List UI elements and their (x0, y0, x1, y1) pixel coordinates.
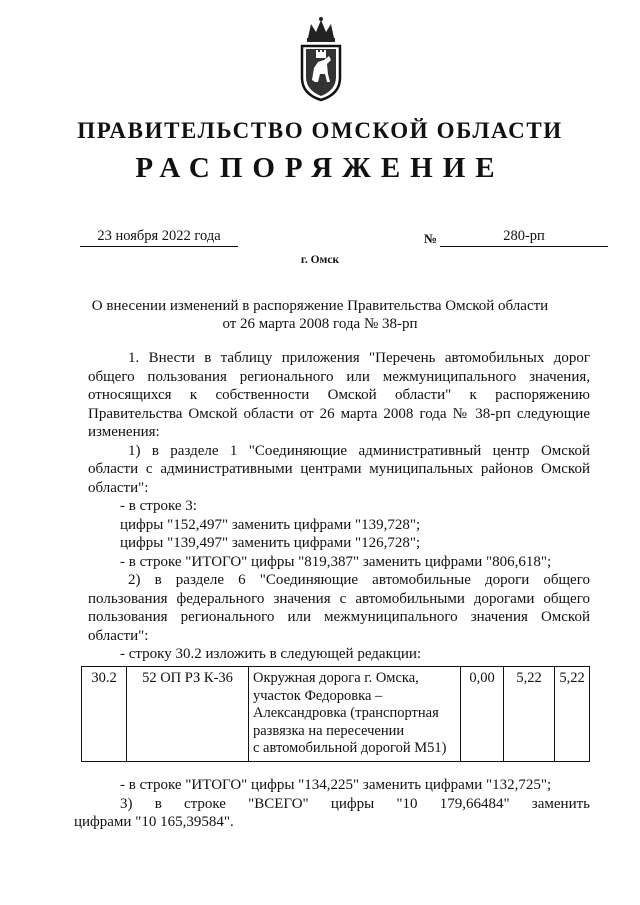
body-line: Правительства Омской области от 26 марта 2008 года № 38-рп следующие (88, 405, 590, 422)
subject-line: от 26 марта 2008 года № 38-рп (222, 316, 418, 332)
body-line: цифры "152,497" заменить цифрами "139,728"; (120, 516, 421, 533)
body-line: - в строке "ИТОГО" цифры "819,387" заменить цифрами "806,618"; (120, 553, 552, 570)
body-line: области": (88, 627, 149, 644)
number-label: № (424, 231, 438, 246)
road-name-cell (249, 667, 461, 762)
table-row (82, 667, 590, 762)
subject-line: О внесении изменений в распоряжение Правительства Омской области (91, 298, 549, 314)
body-line: изменения: (88, 424, 160, 440)
body-line: 1) в разделе 1 "Соединяющие административный центр Омской (128, 442, 590, 459)
body-line: общего пользования регионального или межмуниципального значения, (88, 368, 590, 385)
value-cell-1: 0,00 (461, 667, 504, 762)
document-subject (0, 297, 640, 333)
document-body-continued (74, 776, 590, 832)
road-code-cell: 52 ОП РЗ К-36 (127, 667, 249, 762)
amendment-table (81, 666, 590, 762)
document-number: 280-рп (440, 228, 608, 247)
body-line: - в строке 3: (120, 498, 197, 514)
road-name-line: Окружная дорога г. Омска, (253, 670, 419, 686)
body-line: - в строке "ИТОГО" цифры "134,225" заменить цифрами "132,725"; (120, 777, 552, 793)
body-line: - строку 30.2 изложить в следующей редакции: (120, 646, 422, 662)
value-cell-2: 5,22 (504, 667, 555, 762)
body-line: 1. Внести в таблицу приложения "Перечень автомобильных дорог (128, 350, 590, 366)
body-line: пользования федерального значения с автомобильными дорогами общего (88, 590, 590, 607)
body-line: области": (88, 479, 149, 496)
body-line: цифрами "10 165,39584". (74, 814, 234, 830)
road-name-line: развязка на пересечении (253, 722, 405, 739)
government-title: ПРАВИТЕЛЬСТВО ОМСКОЙ ОБЛАСТИ (77, 118, 563, 143)
body-line: относящихся к собственности Омской области" к распоряжению (88, 387, 590, 403)
omsk-coat-of-arms-icon (296, 16, 346, 102)
body-line: цифры "139,497" заменить цифрами "126,728"; (120, 535, 421, 551)
body-line: пользования регионального или межмуниципального значения Омской (88, 609, 590, 625)
body-line: области с административными центрами муниципальных районов Омской (88, 461, 590, 477)
body-line: 2) в разделе 6 "Соединяющие автомобильные дороги общего (128, 572, 590, 588)
value-cell-3: 5,22 (555, 667, 590, 762)
row-number-cell: 30.2 (82, 667, 127, 762)
document-type: РАСПОРЯЖЕНИЕ (135, 152, 505, 184)
road-name-line: участок Федоровка – (253, 687, 383, 704)
road-name-line: с автомобильной дорогой М51) (253, 740, 447, 756)
document-body (88, 349, 590, 664)
document-date: 23 ноября 2022 года (80, 228, 238, 247)
city: г. Омск (300, 254, 340, 266)
road-name-line: Александровка (транспортная (253, 705, 439, 721)
body-line: 3) в строке "ВСЕГО" цифры "10 179,66484" заменить (120, 795, 590, 812)
